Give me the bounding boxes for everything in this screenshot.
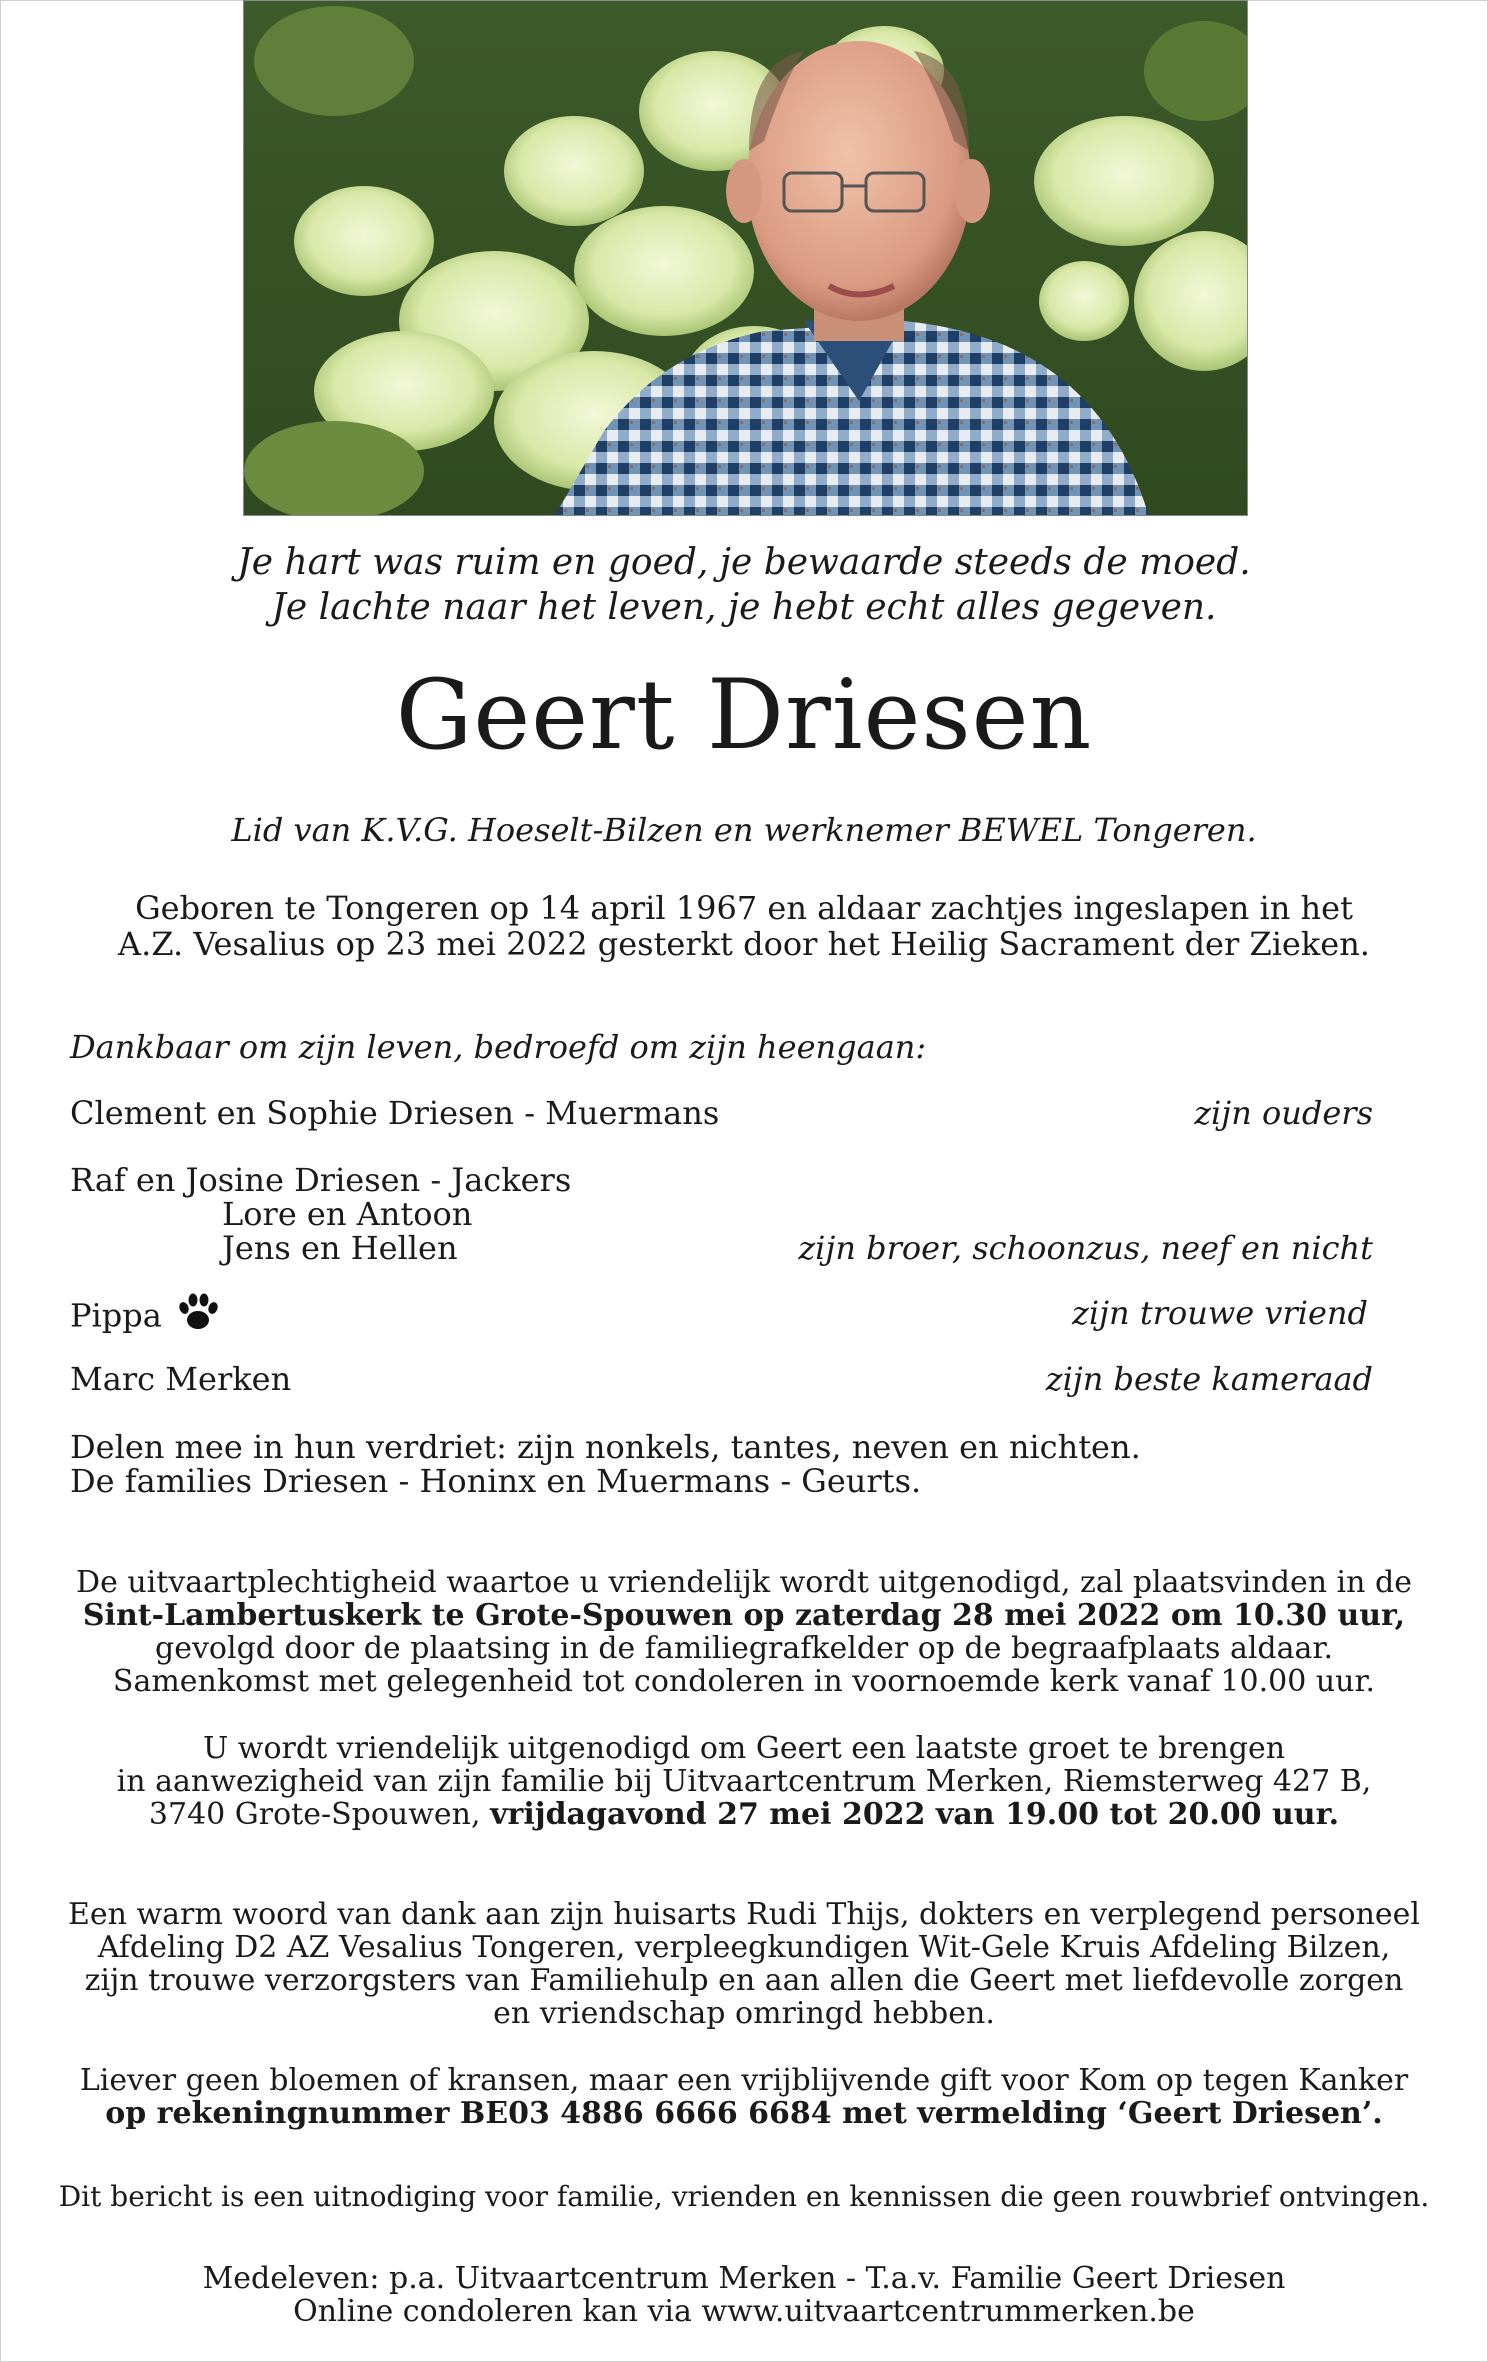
deceased-name: Geert Driesen <box>395 659 1093 771</box>
donation-line: Liever geen bloemen of kransen, maar een vrijblijvende gift voor Kom op tegen Kanker <box>79 2063 1409 2098</box>
thanks-line: Afdeling D2 AZ Vesalius Tongeren, verpleegkundigen Wit-Gele Kruis Afdeling Bilzen, <box>97 1930 1391 1965</box>
mourners-intro: Dankbaar om zijn leven, bedroefd om zijn heengaan: <box>70 1028 927 1066</box>
thanks-line: en vriendschap omringd hebben. <box>493 1996 995 2031</box>
funeral-line: Samenkomst met gelegenheid tot condoleren in voornoemde kerk vanaf 10.00 uur. <box>112 1664 1376 1699</box>
funeral-line: gevolgd door de plaatsing in de familiegrafkelder op de begraafplaats aldaar. <box>155 1631 1333 1666</box>
poem-line: Je hart was ruim en goed, je bewaarde steeds de moed. <box>237 542 1251 583</box>
relation-pet: zijn trouwe vriend <box>1072 1294 1368 1332</box>
portrait-photo <box>243 0 1248 516</box>
invitation-notice: Dit bericht is een uitnodiging voor familie, vrienden en kennissen die geen rouwbrief ontvingen. <box>58 2180 1430 2213</box>
contact-info <box>0 2262 1488 2328</box>
funeral-line: De uitvaartplechtigheid waartoe u vriendelijk wordt uitgenodigd, zal plaatsvinden in de <box>76 1565 1412 1600</box>
mourner-brother-name: Raf en Josine Driesen - Jackers <box>70 1161 572 1199</box>
farewell-address: 3740 Grote-Spouwen, <box>148 1797 481 1832</box>
birth-death-text <box>0 890 1488 962</box>
farewell-line: in aanwezigheid van zijn familie bij Uitvaartcentrum Merken, Riemsterweg 427 B, <box>116 1764 1372 1799</box>
mourner-child: Lore en Antoon <box>222 1195 473 1233</box>
donation-account: op rekeningnummer BE03 4886 6666 6684 met vermelding ‘Geert Driesen’. <box>105 2096 1383 2131</box>
mourner-pet-name: Pippa <box>70 1296 162 1335</box>
contact-line: Medeleven: p.a. Uitvaartcentrum Merken - T.a.v. Familie Geert Driesen <box>202 2261 1286 2296</box>
shared-grief-line: De families Driesen - Honinx en Muermans - Geurts. <box>70 1462 922 1500</box>
thanks-text <box>0 1898 1488 2030</box>
poem <box>0 540 1488 630</box>
mourner-child: Jens en Hellen <box>222 1229 458 1267</box>
mourner-pet <box>70 1296 220 1340</box>
paw-icon <box>176 1290 220 1340</box>
thanks-line: zijn trouwe verzorgsters van Familiehulp en aan allen die Geert met liefdevolle zorgen <box>84 1963 1404 1998</box>
birth-death-line: Geboren te Tongeren op 14 april 1967 en aldaar zachtjes ingeslapen in het <box>135 889 1353 927</box>
farewell-line: U wordt vriendelijk uitgenodigd om Geert een laatste groet te brengen <box>202 1731 1286 1766</box>
shared-grief-line: Delen mee in hun verdriet: zijn nonkels, tantes, neven en nichten. <box>70 1428 1141 1466</box>
mourner-brother <box>70 1163 571 1265</box>
relation-brother: zijn broer, schoonzus, neef en nicht <box>798 1229 1373 1267</box>
shared-grief <box>70 1430 1141 1498</box>
farewell-info <box>0 1732 1488 1831</box>
relation-friend: zijn beste kameraad <box>1045 1360 1373 1398</box>
mourner-friend: Marc Merken <box>70 1360 292 1398</box>
thanks-line: Een warm woord van dank aan zijn huisarts Rudi Thijs, dokters en verplegend personeel <box>67 1897 1420 1932</box>
funeral-location-date: Sint-Lambertuskerk te Grote-Spouwen op zaterdag 28 mei 2022 om 10.30 uur, <box>82 1598 1406 1633</box>
mourner-parents: Clement en Sophie Driesen - Muermans <box>70 1094 720 1132</box>
donation-text <box>0 2064 1488 2130</box>
condolence-website: Online condoleren kan via www.uitvaartcentrummerken.be <box>293 2294 1195 2329</box>
birth-death-line: A.Z. Vesalius op 23 mei 2022 gesterkt door het Heilig Sacrament der Zieken. <box>118 925 1370 963</box>
funeral-info <box>0 1566 1488 1698</box>
membership-line: Lid van K.V.G. Hoeselt-Bilzen en werknemer BEWEL Tongeren. <box>231 811 1257 849</box>
farewell-date-time: vrijdagavond 27 mei 2022 van 19.00 tot 20.00 uur. <box>490 1797 1340 1832</box>
poem-line: Je lachte naar het leven, je hebt echt alles gegeven. <box>271 587 1217 628</box>
relation-parents: zijn ouders <box>1194 1094 1373 1132</box>
